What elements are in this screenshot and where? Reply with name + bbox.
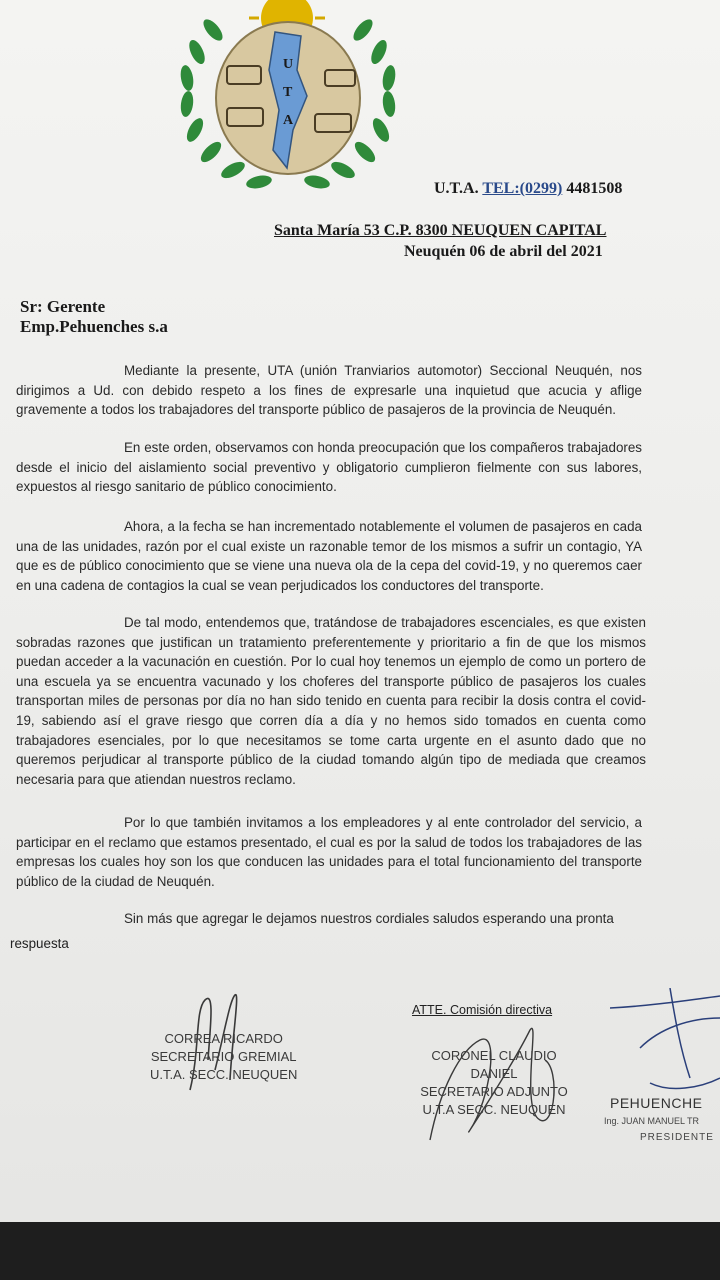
logo-letter-u: U: [283, 57, 294, 72]
closing-tail: respuesta: [10, 936, 69, 951]
signer-org: U.T.A SECC. NEUQUEN: [422, 1102, 566, 1117]
header-contact: [434, 180, 622, 198]
company-signer-role: PRESIDENTE: [640, 1132, 714, 1143]
body-paragraph: De tal modo, entendemos que, tratándose de trabajadores escenciales, es que existen sobradas razones que justifican un tratamiento preferentemente y prioritario a fin de que los mismos puedan acceder a la vacunación en cuestión. Por lo cual hoy tenemos un ejemplo de como un portero de una escuela ya se encuentra vacunado y los choferes del transporte público de pasajeros los cuales transportan miles de personas por día no han sido tenido en cuenta para recibir la dosis contra el covid-19, sabiendo así el grave riesgo que corren día a día y no hemos sido tomados en cuenta como trabajadores esenciales, por lo que necesitamos se tome carta urgente en el asunto dado que no queremos perjudicar al transporte público de la ciudad tomando algún tipo de mediada que creamos necesaria para que atiendan nuestros reclamo.: [16, 615, 646, 787]
logo-letter-a: A: [283, 113, 294, 128]
handwritten-signature-middle: [420, 1010, 570, 1150]
uta-logo: [175, 0, 405, 200]
letter-date: Neuquén 06 de abril del 2021: [404, 243, 603, 260]
body-paragraph: Por lo que también invitamos a los empleadores y al ente controlador del servicio, a participar en el reclamo que estamos presentado, el cual es por la salud de todos los trabajadores de las empresas los cuales hoy son los que conducen las unidades para el total funcionamiento del transporte público de la ciudad de Neuquén.: [16, 815, 642, 889]
signer-name: CORONEL CLAUDIO DANIEL: [431, 1048, 557, 1081]
org-abbrev: U.T.A.: [434, 180, 479, 197]
company-signer-name: Ing. JUAN MANUEL TR: [604, 1116, 700, 1126]
recipient-title: Sr: Gerente: [20, 297, 106, 316]
logo-letter-t: T: [283, 85, 293, 100]
signatures-heading: ATTE. Comisión directiva: [412, 1003, 553, 1017]
body-paragraph: En este orden, observamos con honda preocupación que los compañeros trabajadores desde el inicio del aislamiento social preventivo y obligatorio cumplieron fielmente con sus labores, expuestos al riesgo sanitario de público conocimiento.: [16, 440, 642, 495]
body-paragraph: Ahora, a la fecha se han incrementado notablemente el volumen de pasajeros en cada una de las unidades, razón por el cual existe un razonable temor de los mismos a sufrir un contagio, YA que es de público conocimiento que se viene una nueva ola de la cepa del covid-19, y no queremos caer en una cadena de contagios la cual se vean perjudicados los conductores del transporte.: [16, 519, 642, 593]
recipient-company: Emp.Pehuenches s.a: [20, 317, 168, 336]
tel-link[interactable]: TEL:(0299): [482, 180, 563, 197]
tel-number: 4481508: [566, 180, 623, 197]
handwritten-signature-right: [610, 988, 720, 1098]
photo-background-edge: [0, 1222, 720, 1280]
body-paragraph: Mediante la presente, UTA (unión Tranviarios automotor) Seccional Neuquén, nos dirigimos a Ud. con debido respeto a los fines de expresarle una inquietud que acucia y aflige gravemente a todos los trabajadores del transporte público de pasajeros de la provincia de Neuquén.: [16, 363, 642, 418]
signer-org: U.T.A. SECC. NEUQUEN: [150, 1067, 298, 1082]
signer-role: SECRETARIO GREMIAL: [150, 1049, 297, 1064]
company-stamp-name: PEHUENCHE: [610, 1095, 703, 1111]
handwritten-signature-left: [170, 990, 260, 1100]
signer-name: CORREA RICARDO: [164, 1031, 283, 1046]
closing-line: Sin más que agregar le dejamos nuestros cordiales saludos esperando una pronta: [124, 911, 614, 926]
header-address: Santa María 53 C.P. 8300 NEUQUEN CAPITAL: [274, 222, 607, 239]
signer-role: SECRETARIO ADJUNTO: [420, 1084, 568, 1099]
